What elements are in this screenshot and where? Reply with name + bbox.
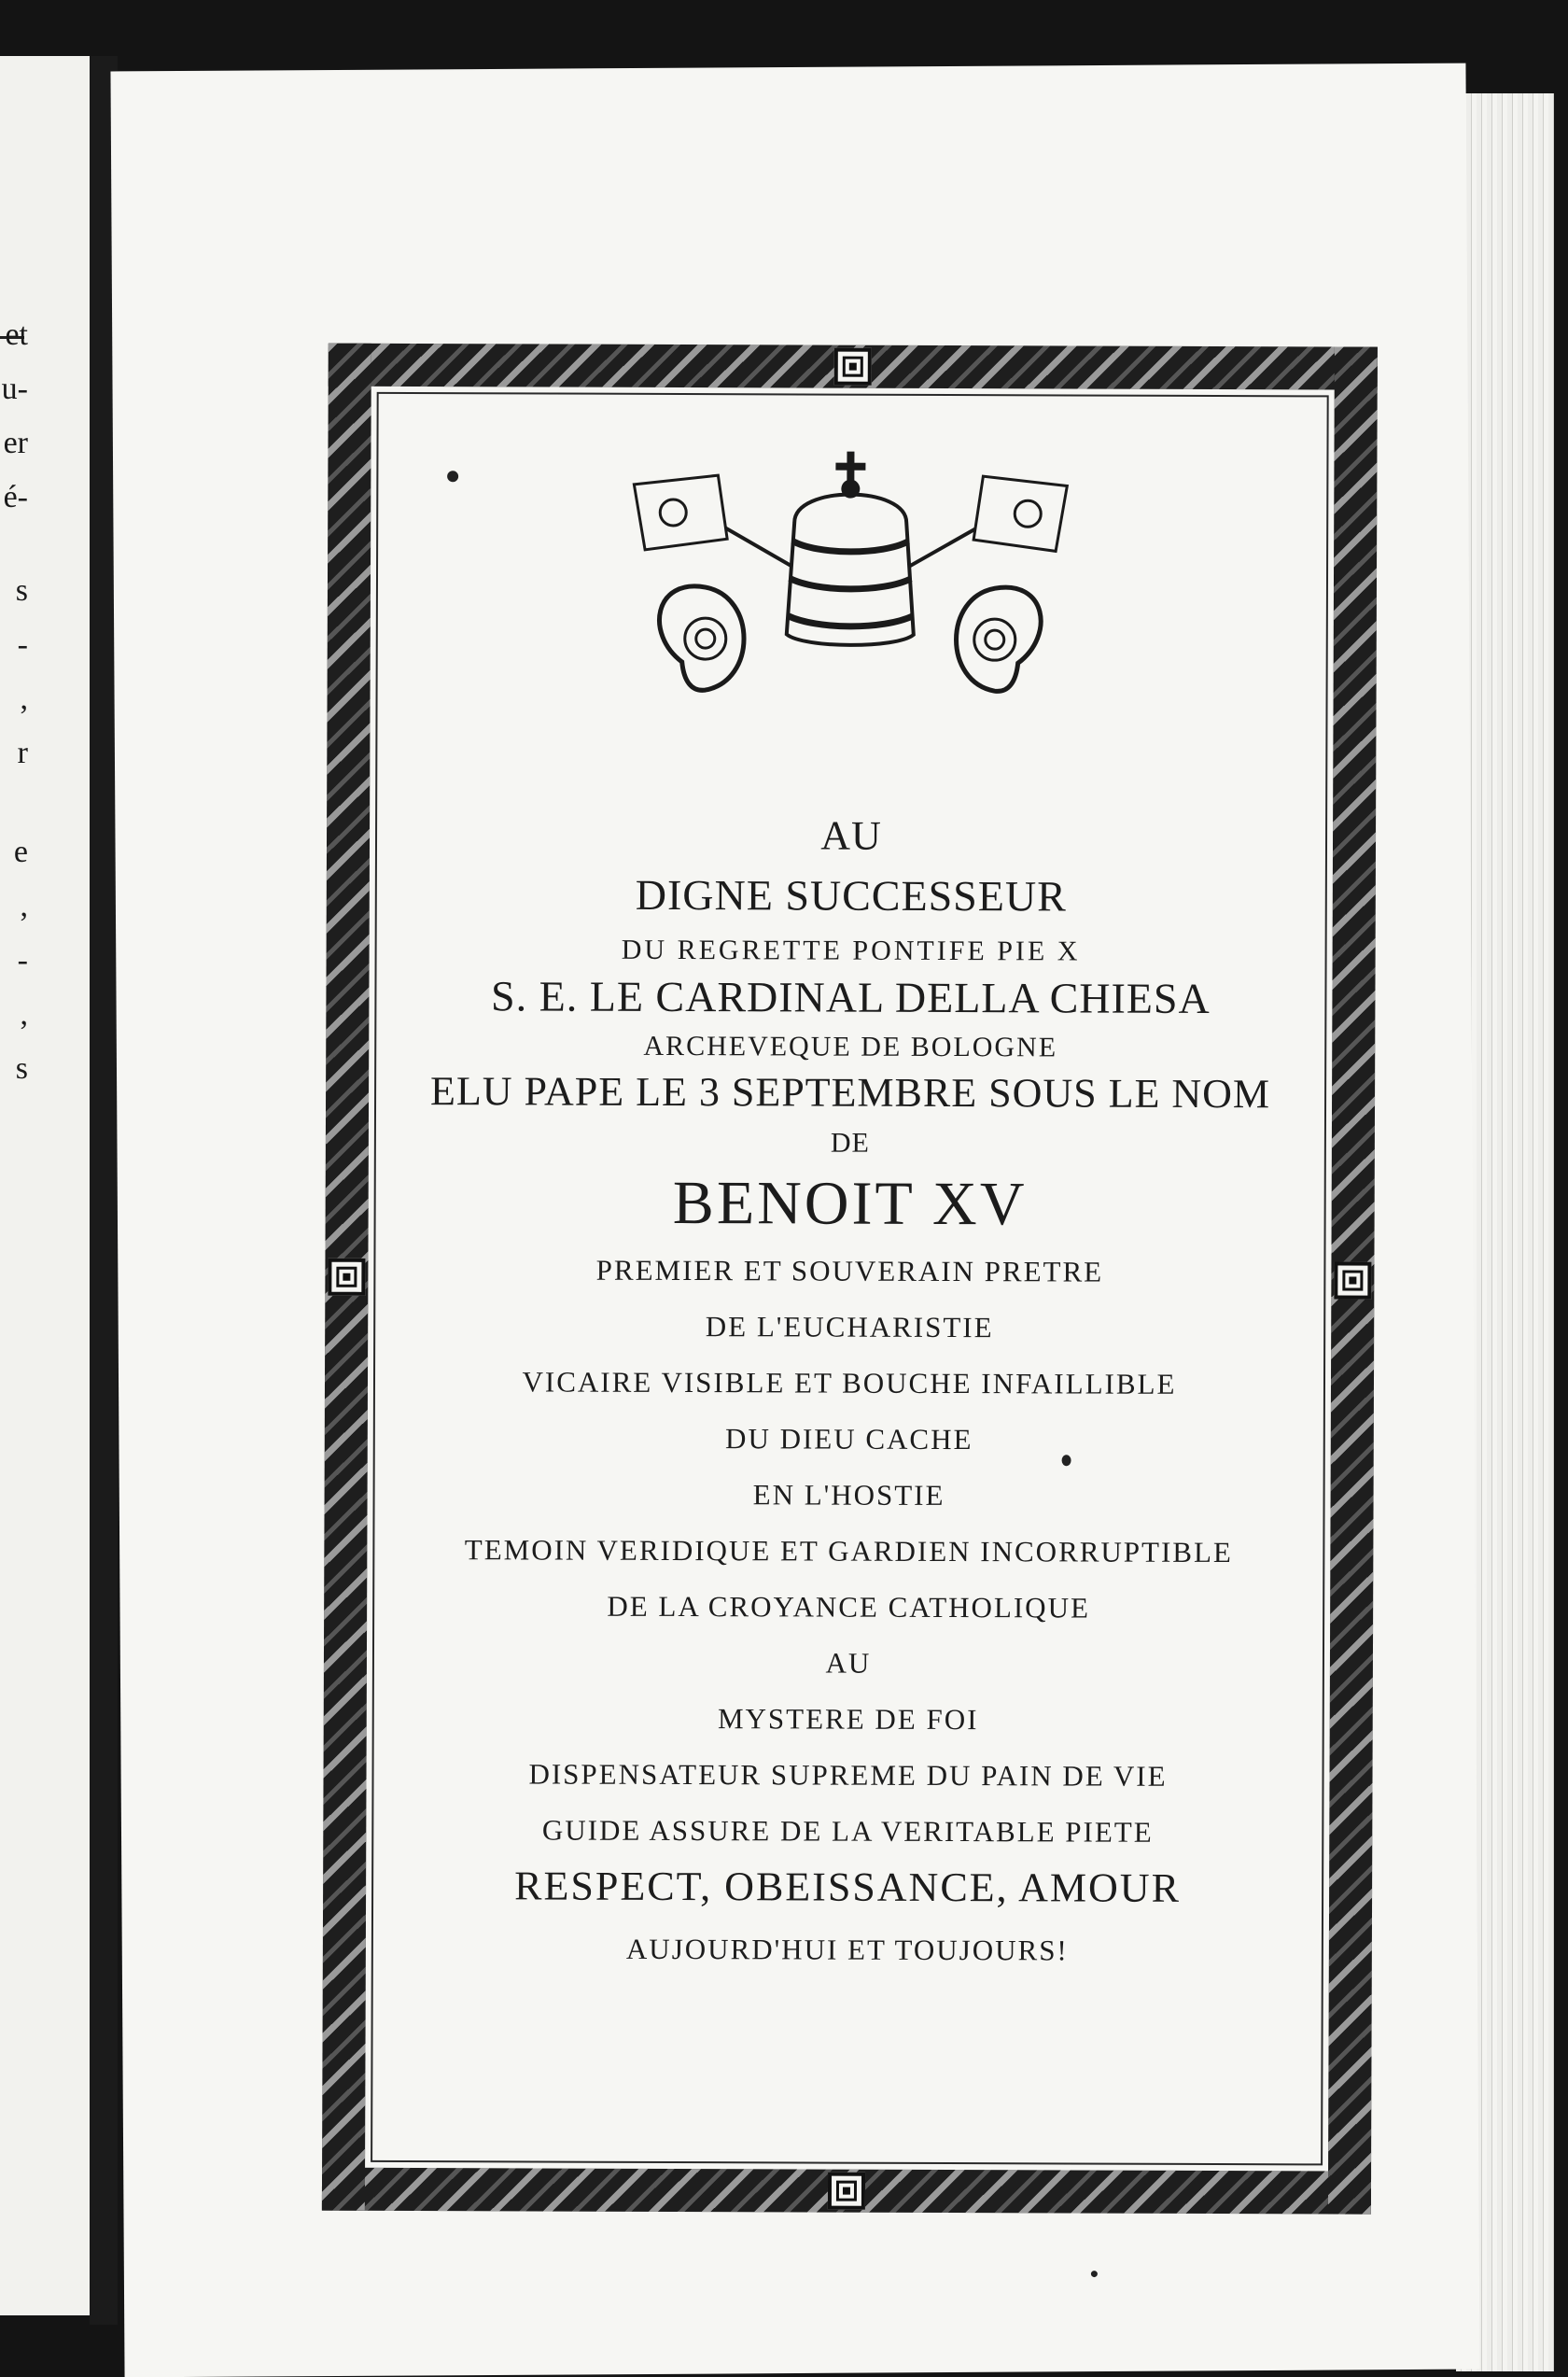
dedication-line: GUIDE ASSURE DE LA VERITABLE PIETE [541,1813,1154,1849]
book-page [110,63,1479,2377]
border-square-ornament [828,2173,865,2210]
dedication-line: DU DIEU CACHE [725,1422,973,1456]
facing-text-fragment: r [17,736,28,770]
ink-speck [1091,2271,1098,2277]
facing-text-fragment: , [20,682,28,716]
dedication-line: DE [830,1127,870,1159]
facing-text-fragment: et [5,317,28,352]
dedication-line: EN L'HOSTIE [752,1478,945,1512]
dedication-line: TEMOIN VERIDIQUE ET GARDIEN INCORRUPTIBLE [464,1533,1233,1569]
facing-text-fragment: er [3,426,28,460]
dedication-line: ELU PAPE LE 3 SEPTEMBRE SOUS LE NOM [429,1068,1271,1118]
pope-name: BENOIT XV [672,1168,1028,1239]
facing-text-fragment: s [15,1051,28,1086]
dedication-line: DISPENSATEUR SUPREME DU PAIN DE VIE [528,1757,1168,1793]
facing-text-fragment: , [20,889,28,923]
dedication-line: PREMIER ET SOUVERAIN PRETRE [595,1253,1104,1288]
facing-text-fragment: e [13,835,28,869]
dedication-line: ARCHEVEQUE DE BOLOGNE [643,1030,1058,1063]
papal-tiara-crossed-keys-icon [616,447,1084,748]
border-square-ornament [834,348,872,386]
dedication-line: AU [820,812,882,859]
facing-text-fragment: - [17,943,28,978]
facing-text-fragment: é- [3,480,28,514]
facing-text-fragment: s [15,573,28,608]
closing-line: AUJOURD'HUI ET TOUJOURS! [625,1932,1069,1967]
ornamental-border-frame [322,344,1378,2215]
facing-text-fragment: u- [1,372,28,406]
dedication-line: DIGNE SUCCESSEUR [635,870,1067,921]
dedication-line: MYSTERE DE FOI [717,1702,979,1737]
dedication-line: VICAIRE VISIBLE ET BOUCHE INFAILLIBLE [522,1365,1177,1400]
dedication-text [366,810,1333,1969]
dedication-line: AU [825,1646,872,1680]
border-square-ornament [1334,1261,1371,1299]
facing-text-fragment: - [17,627,28,662]
dedication-line: DU REGRETTE PONTIFE PIE X [621,934,1081,967]
dedication-line: DE L'EUCHARISTIE [705,1310,994,1344]
facing-text-fragment: , [20,997,28,1032]
dedication-line: S. E. LE CARDINAL DELLA CHIESA [491,972,1211,1022]
facing-page [0,56,93,2315]
dedication-line: DE LA CROYANCE CATHOLIQUE [607,1589,1090,1625]
closing-exhortation: RESPECT, OBEISSANCE, AMOUR [514,1863,1182,1911]
border-square-ornament [328,1259,365,1296]
